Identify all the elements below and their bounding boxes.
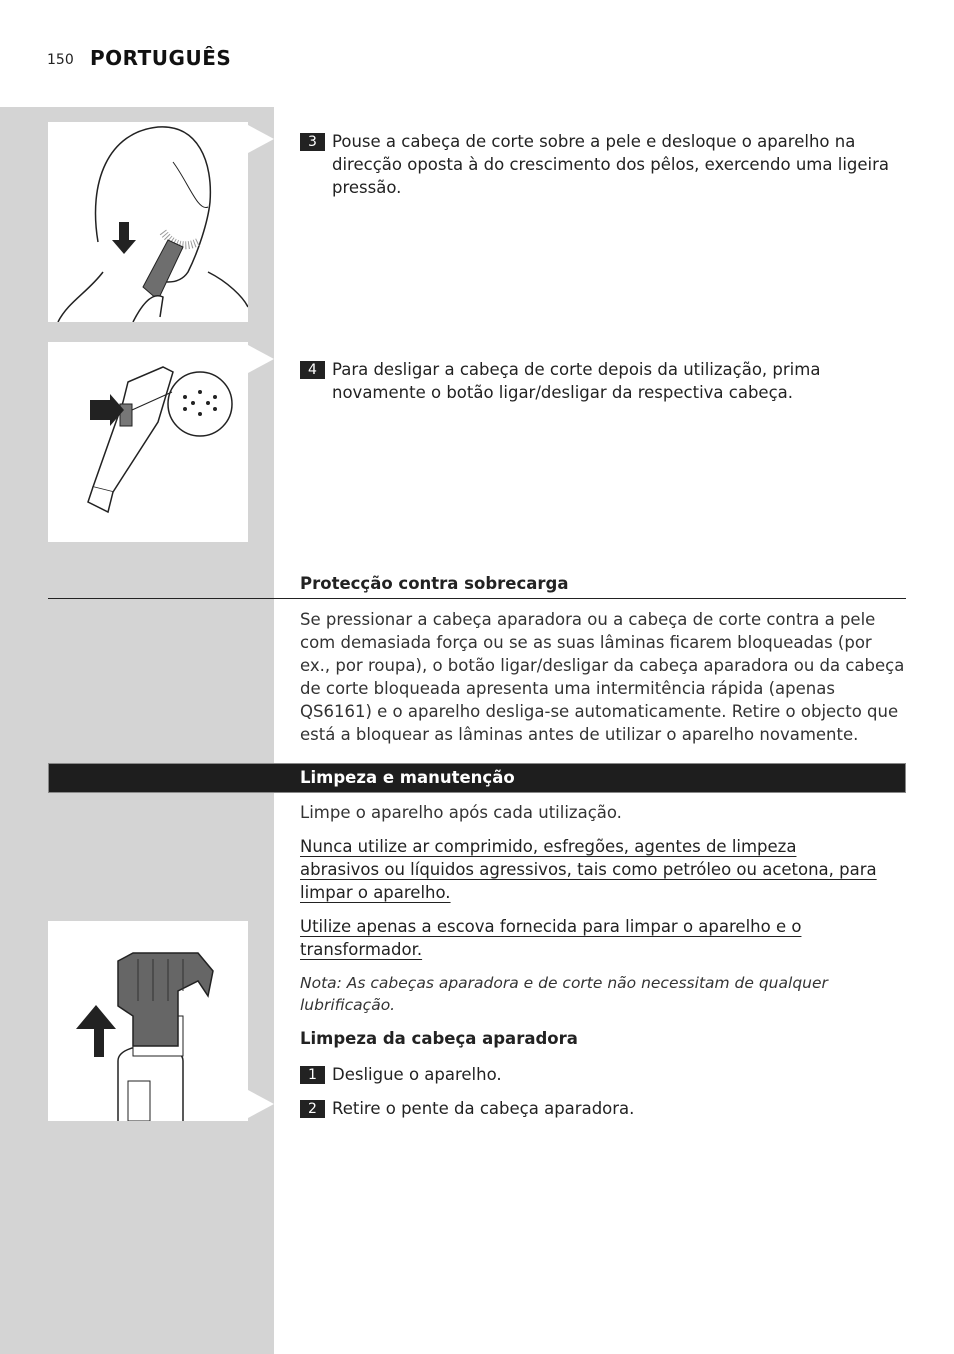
step-text: Para desligar a cabeça de corte depois da utilização, prima novamente o botão ligar/desligar da respectiva cabeça. xyxy=(332,360,821,402)
shaving-illustration xyxy=(48,122,248,322)
step-text: Desligue o aparelho. xyxy=(332,1065,502,1084)
language-title: PORTUGUÊS xyxy=(90,46,232,70)
cleaning-intro: Limpe o aparelho após cada utilização. xyxy=(300,803,622,822)
overload-text: Se pressionar a cabeça aparadora ou a cabeça de corte contra a pele com demasiada força ou se as suas lâminas ficarem bloqueadas (por ex., por roupa), o botão ligar/desligar da cabeça aparadora ou da cabeça de corte bloqueada apresenta uma intermitência rápida (apenas QS6161) e o aparelho desliga-se automaticamente. Retire o objecto que está a bloquear as lâminas antes de utilizar o aparelho novamente. xyxy=(300,610,905,744)
cleaning-section-bar xyxy=(48,763,906,793)
page-number: 150 xyxy=(47,52,74,68)
illustration-pointer xyxy=(248,125,274,153)
switch-off-illustration xyxy=(48,342,248,542)
section-divider xyxy=(48,598,906,599)
step-number: 1 xyxy=(300,1066,325,1084)
step-number: 2 xyxy=(300,1100,325,1118)
cleaning-warning-1: Nunca utilize ar comprimido, esfregões, agentes de limpeza abrasivos ou líquidos agressivos, tais como petróleo ou acetona, para limpar o aparelho. xyxy=(300,837,877,902)
step-number: 3 xyxy=(300,133,325,151)
cleaning-warning-2: Utilize apenas a escova fornecida para limpar o aparelho e o transformador. xyxy=(300,917,802,959)
illustration-pointer xyxy=(248,1090,274,1118)
step-3 xyxy=(300,130,900,199)
step-text: Retire o pente da cabeça aparadora. xyxy=(332,1099,635,1118)
cleaning-section-title: Limpeza e manutenção xyxy=(300,768,515,787)
lubrication-note: Nota: As cabeças aparadora e de corte não necessitam de qualquer lubrificação. xyxy=(300,974,828,1014)
step-text: Pouse a cabeça de corte sobre a pele e desloque o aparelho na direcção oposta à do crescimento dos pêlos, exercendo uma ligeira pressão. xyxy=(332,132,890,197)
step-4 xyxy=(300,358,900,404)
step-number: 4 xyxy=(300,361,325,379)
overload-heading: Protecção contra sobrecarga xyxy=(300,574,569,593)
comb-removal-illustration xyxy=(48,921,248,1121)
illustration-pointer xyxy=(248,345,274,373)
trimmer-cleaning-heading: Limpeza da cabeça aparadora xyxy=(300,1029,578,1048)
trimmer-step-1 xyxy=(300,1063,900,1086)
trimmer-step-2 xyxy=(300,1097,900,1120)
